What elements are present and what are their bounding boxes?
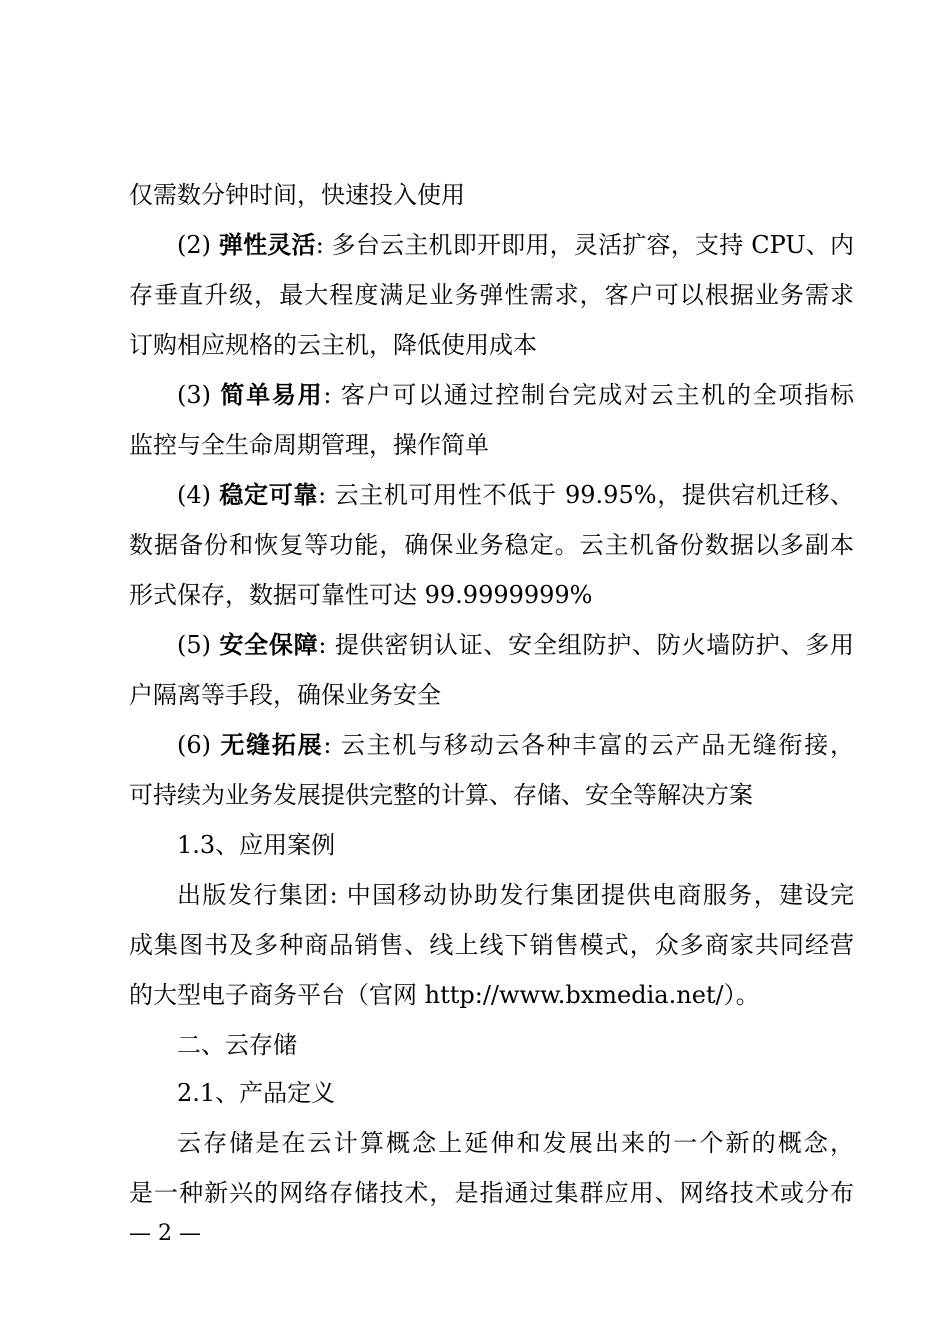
feature-number: (5) xyxy=(177,631,220,659)
section-heading: 1.3、应用案例 xyxy=(177,831,336,859)
feature-title: 无缝拓展 xyxy=(220,730,324,759)
feature-security xyxy=(177,630,854,660)
feature-text: : 多台云主机即开即用，灵活扩容，支持 CPU、内 xyxy=(315,231,855,259)
feature-title: 简单易用 xyxy=(220,380,324,409)
paragraph-line: 是一种新兴的网络存储技术，是指通过集群应用、网络技术或分布 xyxy=(129,1179,854,1207)
feature-seamless xyxy=(177,730,854,760)
feature-text: : 云主机与移动云各种丰富的云产品无缝衔接， xyxy=(323,731,855,759)
feature-elastic xyxy=(177,230,854,260)
paragraph-line: 存垂直升级，最大程度满足业务弹性需求，客户可以根据业务需求 xyxy=(129,281,854,309)
feature-text: : 提供密钥认证、安全组防护、防火墙防护、多用 xyxy=(318,631,855,659)
paragraph-line: 可持续为业务发展提供完整的计算、存储、安全等解决方案 xyxy=(129,781,753,809)
feature-number: (4) xyxy=(177,481,220,509)
page-number: — 2 — xyxy=(129,1221,201,1246)
feature-title: 弹性灵活 xyxy=(218,230,316,259)
paragraph-line: 形式保存，数据可靠性可达 99.9999999% xyxy=(129,581,593,609)
feature-reliable xyxy=(177,480,854,510)
feature-easy-use xyxy=(177,380,854,410)
paragraph-line: 仅需数分钟时间，快速投入使用 xyxy=(129,181,465,209)
feature-number: (3) xyxy=(177,381,221,409)
section-heading: 2.1、产品定义 xyxy=(177,1079,336,1107)
feature-text: : 云主机可用性不低于 99.95%，提供宕机迁移、 xyxy=(318,481,855,509)
paragraph-line: 云存储是在云计算概念上延伸和发展出来的一个新的概念， xyxy=(177,1129,854,1157)
paragraph-line: 的大型电子商务平台（官网 http://www.bxmedia.net/）。 xyxy=(129,981,760,1009)
feature-title: 稳定可靠 xyxy=(219,480,319,509)
paragraph-line: 数据备份和恢复等功能，确保业务稳定。云主机备份数据以多副本 xyxy=(129,531,854,559)
paragraph-line: 成集图书及多种商品销售、线上线下销售模式，众多商家共同经营 xyxy=(129,931,854,959)
feature-text: : 客户可以通过控制台完成对云主机的全项指标 xyxy=(323,381,855,409)
paragraph-line: 出版发行集团: 中国移动协助发行集团提供电商服务，建设完 xyxy=(177,881,854,909)
feature-title: 安全保障 xyxy=(219,630,319,659)
paragraph-line: 户隔离等手段，确保业务安全 xyxy=(129,681,441,709)
feature-number: (2) xyxy=(177,231,219,259)
feature-number: (6) xyxy=(177,731,221,759)
paragraph-line: 订购相应规格的云主机，降低使用成本 xyxy=(129,331,537,359)
section-heading: 二、云存储 xyxy=(177,1031,297,1059)
paragraph-line: 监控与全生命周期管理，操作简单 xyxy=(129,431,489,459)
